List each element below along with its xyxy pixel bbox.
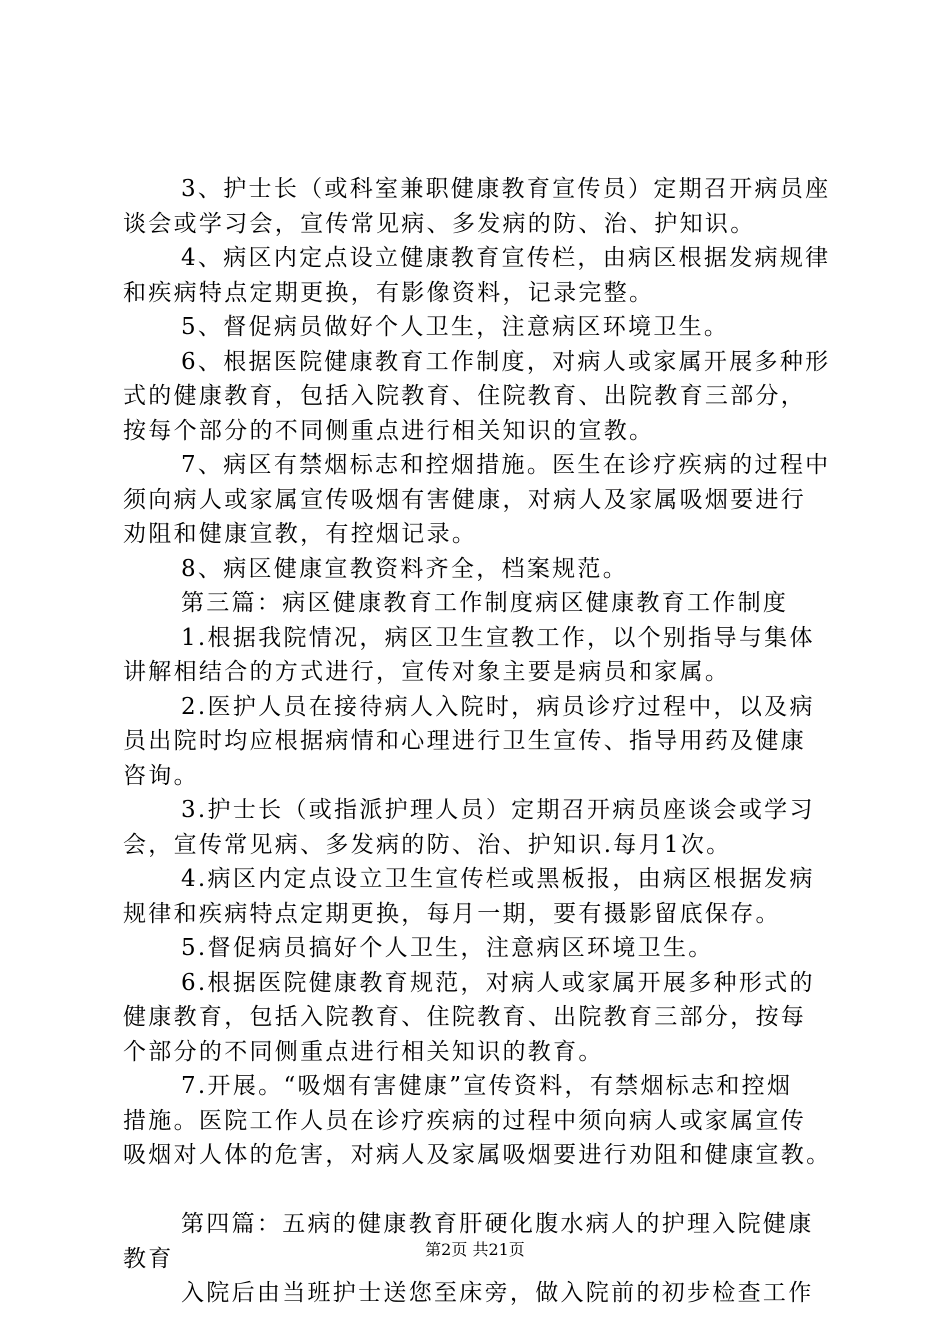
- text-line: 个部分的不同侧重点进行相关知识的教育。: [123, 1038, 604, 1065]
- text-line: 按每个部分的不同侧重点进行相关知识的宣教。: [123, 417, 655, 444]
- text-line: 讲解相结合的方式进行，宣传对象主要是病员和家属。: [123, 659, 731, 685]
- text-line: 会，宣传常见病、多发病的防、治、护知识.每月1次。: [123, 831, 732, 858]
- page-footer: 第2页 共21页: [425, 1240, 525, 1259]
- text-line: 1.根据我院情况，病区卫生宣教工作，以个别指导与集体: [181, 624, 815, 651]
- text-line: 规律和疾病特点定期更换，每月一期，要有摄影留底保存。: [123, 900, 781, 927]
- paragraph-gap: [123, 1173, 835, 1208]
- text-line: 5、督促病员做好个人卫生，注意病区环境卫生。: [181, 314, 730, 340]
- text-line: 措施。医院工作人员在诊疗疾病的过程中须向病人或家属宣传: [123, 1107, 807, 1134]
- text-line: 健康教育，包括入院教育、住院教育、出院教育三部分，按每: [123, 1004, 807, 1030]
- text-line: 3、护士长（或科室兼职健康教育宣传员）定期召开病员座: [181, 176, 831, 202]
- text-line: 7、病区有禁烟标志和控烟措施。医生在诊疗疾病的过程中: [181, 452, 831, 478]
- text-line: 3.护士长（或指派护理人员）定期召开病员座谈会或学习: [181, 797, 815, 823]
- text-line: 2.医护人员在接待病人入院时，病员诊疗过程中，以及病: [181, 693, 815, 720]
- text-line: 4、病区内定点设立健康教育宣传栏，由病区根据发病规律: [181, 245, 831, 271]
- section-heading: 第四篇：五病的健康教育肝硬化腹水病人的护理入院健康: [181, 1211, 814, 1237]
- text-line: 咨询。: [123, 762, 199, 789]
- text-line: 谈会或学习会，宣传常见病、多发病的防、治、护知识。: [123, 210, 756, 237]
- text-line: 6.根据医院健康教育规范，对病人或家属开展多种形式的: [181, 969, 815, 996]
- text-line: 吸烟对人体的危害，对病人及家属吸烟要进行劝阻和健康宣教。: [123, 1142, 832, 1168]
- text-line: 6、根据医院健康教育工作制度，对病人或家属开展多种形: [181, 348, 831, 375]
- text-line: 5.督促病员搞好个人卫生，注意病区环境卫生。: [181, 935, 714, 961]
- text-line: 员出院时均应根据病情和心理进行卫生宣传、指导用药及健康: [123, 728, 807, 754]
- section-heading-continued: 教育: [123, 1245, 174, 1272]
- body-text: [123, 172, 835, 1311]
- text-line: 须向病人或家属宣传吸烟有害健康，对病人及家属吸烟要进行: [123, 486, 807, 513]
- text-line: 和疾病特点定期更换，有影像资料，记录完整。: [123, 279, 655, 306]
- text-line: 入院后由当班护士送您至床旁，做入院前的初步检查工作: [181, 1280, 814, 1306]
- text-line: 7.开展。“吸烟有害健康”宣传资料，有禁烟标志和控烟: [181, 1073, 793, 1099]
- section-heading: 第三篇：病区健康教育工作制度病区健康教育工作制度: [181, 590, 789, 616]
- text-line: 式的健康教育，包括入院教育、住院教育、出院教育三部分，: [123, 383, 807, 409]
- text-line: 劝阻和健康宣教，有控烟记录。: [123, 521, 478, 547]
- text-line: 4.病区内定点设立卫生宣传栏或黑板报，由病区根据发病: [181, 866, 815, 892]
- text-line: 8、病区健康宣教资料齐全，档案规范。: [181, 555, 629, 582]
